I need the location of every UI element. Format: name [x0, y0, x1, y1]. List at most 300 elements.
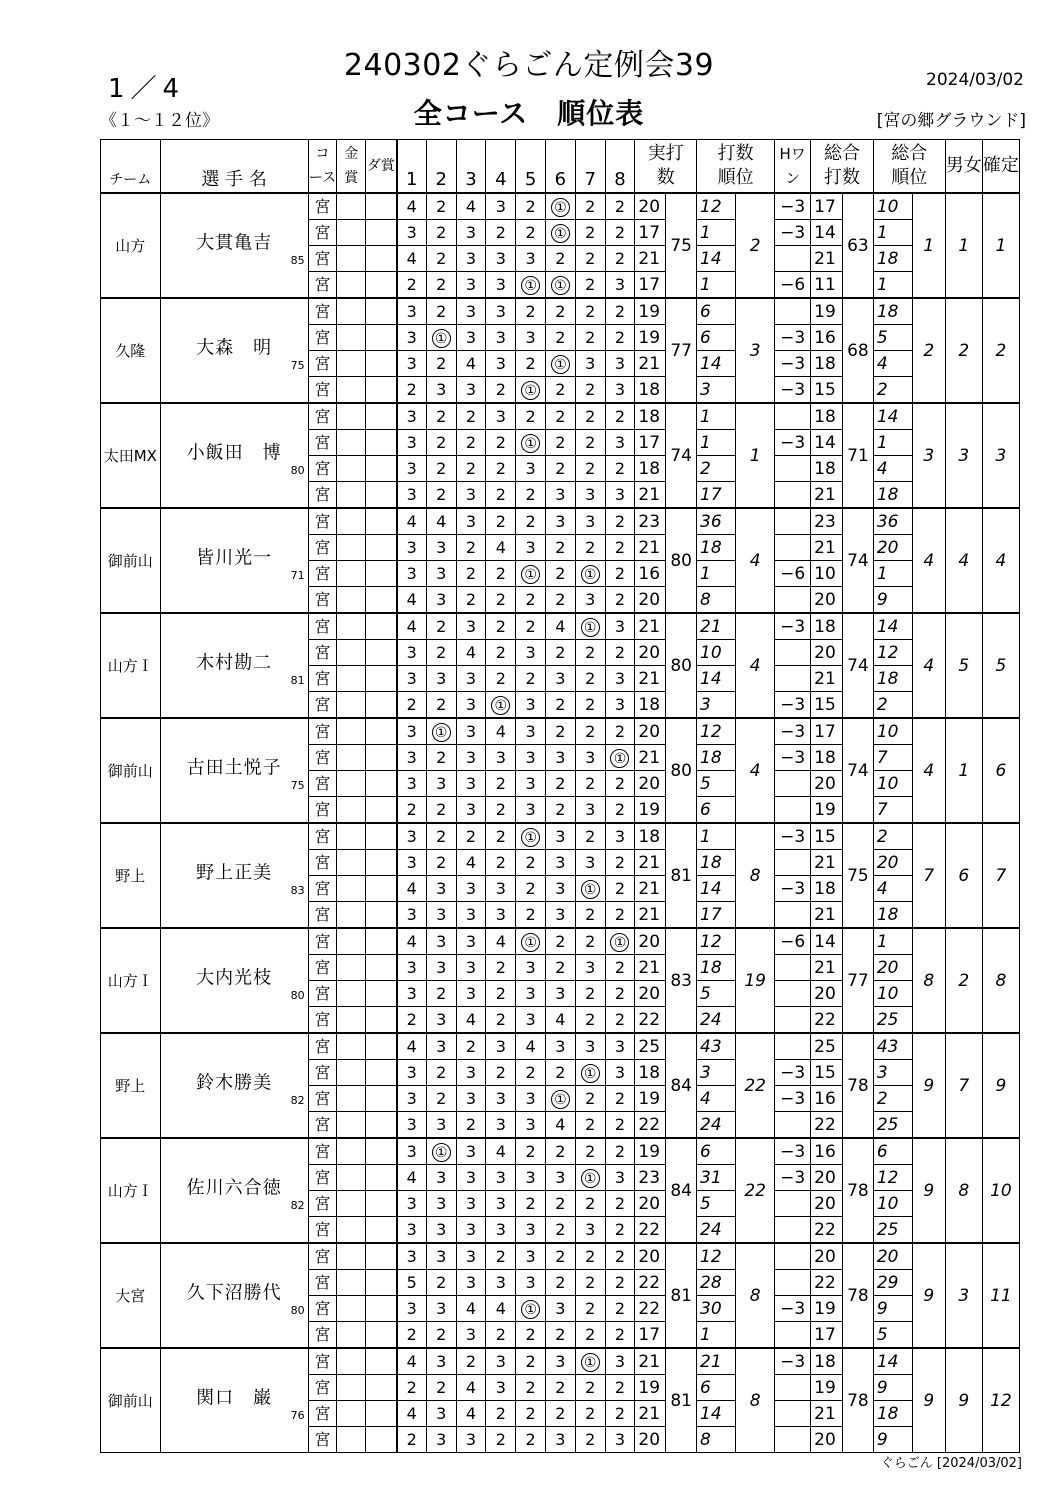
round-total-cell: 21 [811, 482, 843, 509]
hole-score-cell: 2 [605, 246, 635, 272]
hole-score-cell: 2 [486, 430, 516, 456]
hole-score-cell: 2 [575, 718, 605, 745]
hole-score-cell: 3 [486, 745, 516, 771]
player-name: 大内光枝 [196, 967, 273, 989]
hone-cell [775, 1191, 811, 1217]
hole-score-cell: 2 [397, 1007, 427, 1034]
gender-rank-cell: 8 [945, 1138, 982, 1243]
hole-score-cell: 2 [426, 430, 456, 456]
hole-score-cell: 3 [397, 535, 427, 561]
hone-cell [775, 456, 811, 482]
hole-score-cell: 2 [546, 928, 576, 955]
hole-score-cell: 3 [516, 535, 546, 561]
round-total-rank-cell: 2 [873, 377, 912, 404]
player-name: 皆川光一 [196, 547, 273, 569]
hole-score-cell: 3 [605, 1165, 635, 1191]
total-strokes-cell: 78 [843, 1033, 874, 1138]
col-hole-4: 4 [486, 140, 516, 194]
round-total-rank-cell: 2 [873, 1086, 912, 1112]
final-rank-cell: 1 [982, 193, 1019, 298]
player-name: 久下沼勝代 [186, 1282, 282, 1304]
actual-strokes-cell: 80 [666, 718, 697, 823]
hole-score-cell: 2 [575, 1401, 605, 1427]
hole-score-cell: 2 [575, 823, 605, 850]
hole-score-cell: 3 [546, 902, 576, 929]
hone-cell: −3 [775, 1138, 811, 1165]
hole-score-cell: 4 [397, 246, 427, 272]
hole-score-cell: 3 [546, 745, 576, 771]
hole-in-one-mark: ① [581, 1064, 600, 1083]
hole-score-cell: 3 [605, 1348, 635, 1375]
hone-cell [775, 955, 811, 981]
hole-score-cell: 2 [486, 1322, 516, 1349]
round-stroke-rank-cell: 12 [697, 1243, 736, 1270]
round-strokes-cell: 17 [635, 1322, 666, 1349]
handicap: 81 [290, 674, 305, 687]
course-cell: 宮 [308, 430, 337, 456]
round-strokes-cell: 23 [635, 1165, 666, 1191]
gold-cell [337, 1322, 366, 1349]
handicap: 80 [290, 1304, 305, 1317]
round-total-cell: 16 [811, 1086, 843, 1112]
hole-score-cell: 3 [456, 692, 486, 719]
hole-score-cell: 3 [605, 482, 635, 509]
hole-score-cell: 4 [546, 1112, 576, 1139]
hole-score-cell: 2 [516, 220, 546, 246]
hone-cell [775, 797, 811, 824]
stroke-rank-cell: 22 [736, 1138, 775, 1243]
hole-score-cell: 3 [397, 1217, 427, 1244]
round-total-cell: 20 [811, 1427, 843, 1453]
hole-score-cell: 2 [486, 508, 516, 535]
da-cell [366, 797, 397, 824]
hole-score-cell: 2 [456, 1033, 486, 1060]
da-cell [366, 561, 397, 587]
hole-score-cell: 2 [605, 1401, 635, 1427]
hole-score-cell: 2 [426, 613, 456, 640]
round-stroke-rank-cell: 14 [697, 351, 736, 377]
course-cell: 宮 [308, 1296, 337, 1322]
round-stroke-rank-cell: 14 [697, 1401, 736, 1427]
hole-score-cell: 2 [605, 981, 635, 1007]
course-cell: 宮 [308, 797, 337, 824]
hone-cell [775, 981, 811, 1007]
hole-score-cell: 2 [546, 955, 576, 981]
hole-score-cell: 3 [456, 482, 486, 509]
hole-score-cell: 4 [397, 928, 427, 955]
hole-score-cell: 2 [426, 351, 456, 377]
gold-cell [337, 272, 366, 299]
hole-score-cell [546, 272, 576, 299]
actual-strokes-cell: 80 [666, 508, 697, 613]
hole-score-cell: 3 [397, 456, 427, 482]
da-cell [366, 246, 397, 272]
da-cell [366, 456, 397, 482]
round-strokes-cell: 22 [635, 1217, 666, 1244]
hole-score-cell: 3 [486, 193, 516, 220]
team-cell: 野上 [101, 1033, 161, 1138]
team-cell: 御前山 [101, 508, 161, 613]
hole-score-cell: 3 [397, 1086, 427, 1112]
total-rank-cell: 9 [912, 1033, 945, 1138]
total-strokes-cell: 75 [843, 823, 874, 928]
round-strokes-cell: 21 [635, 535, 666, 561]
round-total-rank-cell: 1 [873, 928, 912, 955]
course-cell: 宮 [308, 1270, 337, 1296]
hole-in-one-mark: ① [521, 276, 540, 295]
round-strokes-cell: 20 [635, 640, 666, 666]
hole-score-cell: 3 [516, 1165, 546, 1191]
course-cell: 宮 [308, 823, 337, 850]
round-total-rank-cell: 29 [873, 1270, 912, 1296]
hole-score-cell: 4 [546, 1007, 576, 1034]
course-cell: 宮 [308, 351, 337, 377]
round-stroke-rank-cell: 8 [697, 1427, 736, 1453]
round-total-rank-cell: 18 [873, 482, 912, 509]
hole-in-one-mark: ① [551, 276, 570, 295]
hole-score-cell: 3 [575, 482, 605, 509]
course-cell: 宮 [308, 928, 337, 955]
gold-cell [337, 823, 366, 850]
gold-cell [337, 246, 366, 272]
gender-rank-cell: 5 [945, 613, 982, 718]
table-row [101, 1138, 1020, 1165]
actual-strokes-cell: 77 [666, 298, 697, 403]
hole-score-cell: 2 [426, 246, 456, 272]
player-name: 関口 巌 [196, 1387, 273, 1409]
hole-score-cell: 3 [397, 403, 427, 430]
gold-cell [337, 666, 366, 692]
hole-in-one-mark: ① [521, 565, 540, 584]
course-cell: 宮 [308, 1086, 337, 1112]
hole-score-cell: 2 [546, 1243, 576, 1270]
round-total-rank-cell: 5 [873, 325, 912, 351]
total-strokes-cell: 78 [843, 1243, 874, 1348]
actual-strokes-cell: 75 [666, 193, 697, 298]
hole-score-cell: 2 [516, 666, 546, 692]
hone-cell: −3 [775, 193, 811, 220]
round-strokes-cell: 17 [635, 220, 666, 246]
hole-score-cell: 4 [397, 1033, 427, 1060]
hole-score-cell: 2 [516, 1191, 546, 1217]
round-stroke-rank-cell: 1 [697, 1322, 736, 1349]
hole-score-cell: 2 [546, 535, 576, 561]
round-total-rank-cell: 7 [873, 797, 912, 824]
hole-score-cell: 2 [575, 246, 605, 272]
round-total-cell: 18 [811, 613, 843, 640]
hole-score-cell: 3 [516, 955, 546, 981]
hole-score-cell: 2 [575, 666, 605, 692]
round-total-cell: 20 [811, 587, 843, 614]
hole-score-cell: 2 [575, 1296, 605, 1322]
da-cell [366, 745, 397, 771]
hone-cell [775, 1217, 811, 1244]
course-cell: 宮 [308, 1138, 337, 1165]
round-total-cell: 21 [811, 902, 843, 929]
round-total-cell: 11 [811, 272, 843, 299]
hole-score-cell: 4 [456, 1296, 486, 1322]
course-cell: 宮 [308, 377, 337, 404]
gold-cell [337, 640, 366, 666]
gender-rank-cell: 1 [945, 718, 982, 823]
da-cell [366, 377, 397, 404]
hole-score-cell: 3 [397, 771, 427, 797]
gold-cell [337, 692, 366, 719]
hole-score-cell: 3 [486, 1191, 516, 1217]
da-cell [366, 1165, 397, 1191]
total-strokes-cell: 71 [843, 403, 874, 508]
hole-score-cell: 2 [575, 771, 605, 797]
gold-cell [337, 1270, 366, 1296]
hole-score-cell: 4 [456, 193, 486, 220]
player-name: 鈴木勝美 [196, 1072, 273, 1094]
round-stroke-rank-cell: 4 [697, 1086, 736, 1112]
hole-score-cell: 3 [397, 1060, 427, 1086]
page-number: 1／4 [108, 74, 186, 104]
da-cell [366, 1243, 397, 1270]
hole-score-cell: 3 [456, 298, 486, 325]
round-strokes-cell: 21 [635, 613, 666, 640]
round-total-rank-cell: 18 [873, 666, 912, 692]
hole-in-one-mark: ① [432, 329, 451, 348]
document-subtitle: 全コース 順位表 [413, 97, 645, 130]
hole-score-cell: 3 [397, 666, 427, 692]
hone-cell [775, 1033, 811, 1060]
hole-score-cell: 3 [546, 823, 576, 850]
hole-score-cell: 2 [605, 508, 635, 535]
hole-score-cell: 3 [397, 718, 427, 745]
hone-cell [775, 403, 811, 430]
hone-cell: −3 [775, 876, 811, 902]
hole-score-cell [516, 377, 546, 404]
course-cell: 宮 [308, 403, 337, 430]
final-rank-cell: 6 [982, 718, 1019, 823]
handicap: 83 [290, 884, 305, 897]
hole-score-cell: 3 [516, 771, 546, 797]
hole-score-cell: 2 [575, 1086, 605, 1112]
col-team: チーム [101, 140, 161, 194]
hole-score-cell: 4 [397, 1165, 427, 1191]
handicap: 80 [290, 989, 305, 1002]
total-rank-cell: 3 [912, 403, 945, 508]
round-total-rank-cell: 20 [873, 535, 912, 561]
round-total-rank-cell: 6 [873, 1138, 912, 1165]
stroke-rank-cell: 2 [736, 193, 775, 298]
hole-score-cell: 4 [456, 1375, 486, 1401]
da-cell [366, 1322, 397, 1349]
hole-score-cell: 3 [516, 456, 546, 482]
hole-score-cell: 2 [486, 377, 516, 404]
hole-score-cell: 2 [456, 587, 486, 614]
hole-score-cell [546, 1086, 576, 1112]
course-cell: 宮 [308, 692, 337, 719]
hole-score-cell: 3 [546, 876, 576, 902]
round-strokes-cell: 21 [635, 850, 666, 876]
round-total-cell: 21 [811, 1401, 843, 1427]
hole-score-cell: 4 [516, 1033, 546, 1060]
round-total-cell: 21 [811, 666, 843, 692]
actual-strokes-cell: 81 [666, 1243, 697, 1348]
hole-score-cell: 3 [605, 1427, 635, 1453]
hole-score-cell: 2 [397, 272, 427, 299]
hole-score-cell: 3 [516, 246, 546, 272]
hole-score-cell: 2 [605, 1296, 635, 1322]
gold-cell [337, 1138, 366, 1165]
hole-score-cell: 4 [397, 1401, 427, 1427]
team-cell: 山方Ｉ [101, 1138, 161, 1243]
round-strokes-cell: 18 [635, 456, 666, 482]
total-strokes-cell: 63 [843, 193, 874, 298]
round-total-cell: 17 [811, 1322, 843, 1349]
hole-score-cell: 2 [546, 587, 576, 614]
hole-score-cell: 4 [397, 1348, 427, 1375]
handicap: 76 [290, 1409, 305, 1422]
table-row [101, 403, 1020, 430]
round-strokes-cell: 18 [635, 377, 666, 404]
hole-score-cell: 3 [605, 272, 635, 299]
hole-score-cell: 3 [397, 325, 427, 351]
hone-cell [775, 666, 811, 692]
stroke-rank-cell: 22 [736, 1033, 775, 1138]
col-final: 確定 [982, 140, 1019, 194]
hole-score-cell: 3 [456, 325, 486, 351]
hole-score-cell: 3 [486, 1165, 516, 1191]
team-cell: 山方Ｉ [101, 613, 161, 718]
hole-score-cell: 3 [456, 1138, 486, 1165]
hole-in-one-mark: ① [581, 880, 600, 899]
hole-score-cell: 3 [486, 902, 516, 929]
hole-score-cell: 3 [456, 666, 486, 692]
hole-score-cell: 3 [546, 666, 576, 692]
course-cell: 宮 [308, 850, 337, 876]
hole-score-cell: 3 [456, 1060, 486, 1086]
round-total-rank-cell: 25 [873, 1217, 912, 1244]
final-rank-cell: 11 [982, 1243, 1019, 1348]
round-total-cell: 20 [811, 1191, 843, 1217]
hole-score-cell: 3 [426, 1007, 456, 1034]
hone-cell: −3 [775, 613, 811, 640]
hole-in-one-mark: ① [551, 198, 570, 217]
hole-score-cell: 2 [546, 692, 576, 719]
course-cell: 宮 [308, 1375, 337, 1401]
hole-score-cell: 4 [397, 587, 427, 614]
handicap: 85 [290, 254, 305, 267]
hole-score-cell: 2 [546, 430, 576, 456]
gold-cell [337, 430, 366, 456]
hole-score-cell: 2 [575, 1138, 605, 1165]
hole-score-cell: 2 [516, 193, 546, 220]
gender-rank-cell: 2 [945, 928, 982, 1033]
hole-score-cell: 3 [426, 666, 456, 692]
hole-score-cell: 2 [426, 692, 456, 719]
col-name: 選 手 名 [160, 140, 308, 194]
round-strokes-cell: 21 [635, 745, 666, 771]
hole-score-cell: 2 [546, 246, 576, 272]
course-cell: 宮 [308, 482, 337, 509]
table-row [101, 1348, 1020, 1375]
col-hone: Hワン [775, 140, 811, 194]
round-total-rank-cell: 10 [873, 771, 912, 797]
gold-cell [337, 1165, 366, 1191]
round-stroke-rank-cell: 18 [697, 745, 736, 771]
hole-score-cell: 2 [516, 482, 546, 509]
hole-score-cell: 3 [456, 272, 486, 299]
round-total-rank-cell: 12 [873, 1165, 912, 1191]
hole-score-cell: 2 [605, 403, 635, 430]
hole-score-cell: 2 [486, 1007, 516, 1034]
hole-score-cell: 2 [575, 1427, 605, 1453]
hole-score-cell: 2 [397, 377, 427, 404]
hole-score-cell: 3 [486, 1112, 516, 1139]
hone-cell: −3 [775, 692, 811, 719]
team-cell: 太田MX [101, 403, 161, 508]
hole-score-cell: 3 [546, 508, 576, 535]
round-stroke-rank-cell: 12 [697, 928, 736, 955]
gold-cell [337, 561, 366, 587]
hole-score-cell: 2 [546, 1270, 576, 1296]
hole-score-cell [575, 1060, 605, 1086]
hole-score-cell: 3 [456, 1427, 486, 1453]
hole-score-cell: 3 [397, 1112, 427, 1139]
hole-score-cell: 3 [397, 1243, 427, 1270]
da-cell [366, 403, 397, 430]
hole-score-cell: 3 [426, 1348, 456, 1375]
hole-score-cell: 2 [575, 640, 605, 666]
handicap: 82 [290, 1199, 305, 1212]
round-stroke-rank-cell: 1 [697, 823, 736, 850]
hole-score-cell: 2 [426, 272, 456, 299]
gold-cell [337, 850, 366, 876]
stroke-rank-cell: 8 [736, 1348, 775, 1453]
hole-score-cell: 2 [605, 1086, 635, 1112]
gold-cell [337, 1243, 366, 1270]
round-total-cell: 18 [811, 403, 843, 430]
hole-score-cell: 3 [605, 1060, 635, 1086]
total-strokes-cell: 74 [843, 718, 874, 823]
hole-score-cell: 3 [546, 1296, 576, 1322]
round-total-cell: 18 [811, 1348, 843, 1375]
round-total-rank-cell: 10 [873, 1191, 912, 1217]
course-cell: 宮 [308, 535, 337, 561]
hole-score-cell: 3 [426, 928, 456, 955]
hole-score-cell: 2 [605, 1217, 635, 1244]
round-total-rank-cell: 10 [873, 981, 912, 1007]
hole-score-cell: 2 [486, 1243, 516, 1270]
team-cell: 久隆 [101, 298, 161, 403]
round-strokes-cell: 21 [635, 246, 666, 272]
team-cell: 御前山 [101, 1348, 161, 1453]
actual-strokes-cell: 83 [666, 928, 697, 1033]
hole-score-cell: 2 [456, 535, 486, 561]
round-stroke-rank-cell: 28 [697, 1270, 736, 1296]
hole-score-cell [516, 1296, 546, 1322]
col-hole-3: 3 [456, 140, 486, 194]
hone-cell [775, 482, 811, 509]
hole-score-cell: 4 [456, 351, 486, 377]
document-title: 240302ぐらごん定例会39 [343, 48, 715, 83]
hole-score-cell: 3 [397, 1296, 427, 1322]
hone-cell: −6 [775, 561, 811, 587]
hole-score-cell: 2 [456, 561, 486, 587]
total-strokes-cell: 74 [843, 508, 874, 613]
hole-score-cell [516, 823, 546, 850]
round-strokes-cell: 21 [635, 1401, 666, 1427]
course-cell: 宮 [308, 246, 337, 272]
round-stroke-rank-cell: 12 [697, 718, 736, 745]
hone-cell [775, 1427, 811, 1453]
hole-score-cell: 2 [397, 692, 427, 719]
round-stroke-rank-cell: 5 [697, 981, 736, 1007]
